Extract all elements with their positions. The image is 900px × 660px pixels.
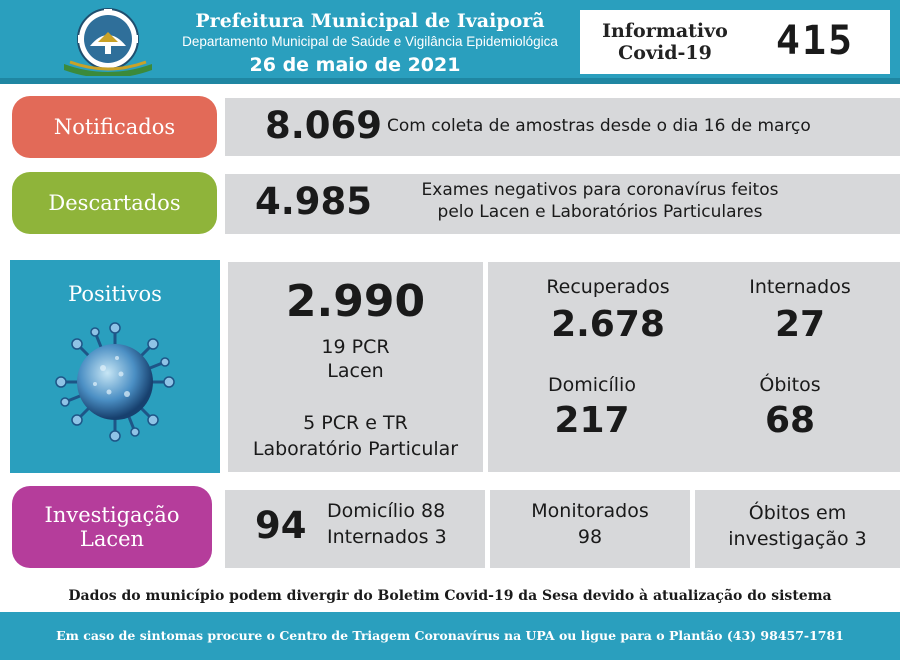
info-box: [580, 10, 890, 74]
notificados-panel: [225, 98, 900, 156]
positivos-stats-panel: [488, 262, 900, 472]
domicilio-label: Domicílio: [548, 374, 636, 396]
positivos-value: 2.990: [285, 276, 426, 327]
investigacao-domicilio: Domicílio 88: [327, 500, 446, 522]
obitos-investigacao-panel: [695, 490, 900, 568]
obitos-investigacao-line2: investigação 3: [728, 528, 867, 550]
disclaimer-text: Dados do município podem divergir do Boletim Covid-19 da Sesa devido à atualização do sistema: [68, 588, 832, 604]
monitorados-label: Monitorados: [531, 500, 649, 522]
monitorados-value: 98: [577, 526, 603, 548]
bulletin-number: 415: [775, 18, 855, 64]
descartados-description-line2: pelo Lacen e Laboratórios Particulares: [437, 202, 763, 222]
investigacao-label: [12, 486, 212, 568]
investigacao-internados: Internados 3: [327, 526, 447, 548]
investigacao-label-line1: Investigação: [44, 503, 180, 527]
positivos-particular-line1: 5 PCR e TR: [303, 412, 408, 434]
internados-label: Internados: [749, 276, 851, 298]
recuperados-value: 2.678: [551, 304, 665, 345]
positivos-panel: [228, 262, 483, 472]
obitos-value: 68: [764, 400, 816, 441]
investigacao-panel: [225, 490, 485, 568]
info-label-line2: Covid-19: [618, 42, 712, 64]
positivos-lacen-line2: Lacen: [327, 360, 384, 382]
coronavirus-icon: [55, 322, 175, 442]
investigacao-label-line2: Lacen: [79, 527, 145, 551]
notificados-description: Com coleta de amostras desde o dia 16 de março: [387, 116, 811, 136]
notificados-value: 8.069: [265, 104, 383, 147]
bulletin-date: 26 de maio de 2021: [249, 54, 461, 76]
positivos-box: [10, 260, 220, 473]
descartados-value: 4.985: [255, 180, 373, 223]
descartados-panel: [225, 174, 900, 234]
descartados-label: Descartados: [12, 172, 217, 234]
internados-value: 27: [774, 304, 826, 345]
positivos-label: Positivos: [68, 282, 162, 306]
obitos-investigacao-line1: Óbitos em: [748, 502, 847, 524]
department-subtitle: Departamento Municipal de Saúde e Vigilância Epidemiológica: [182, 34, 558, 49]
investigacao-value: 94: [255, 504, 307, 547]
positivos-lacen-line1: 19 PCR: [321, 336, 390, 358]
descartados-description-line1: Exames negativos para coronavírus feitos: [421, 180, 779, 200]
recuperados-label: Recuperados: [546, 276, 670, 298]
domicilio-value: 217: [554, 400, 630, 441]
info-label: [580, 20, 750, 64]
header-shade: [0, 78, 900, 84]
footer-text: Em caso de sintomas procure o Centro de Triagem Coronavírus na UPA ou ligue para o Plantão (43) 98457-1781: [56, 628, 844, 643]
notificados-label: Notificados: [12, 96, 217, 158]
info-label-line1: Informativo: [602, 20, 728, 42]
positivos-particular-line2: Laboratório Particular: [252, 438, 459, 460]
city-crest-icon: [60, 6, 156, 76]
monitorados-panel: [490, 490, 690, 568]
city-title: Prefeitura Municipal de Ivaiporã: [195, 10, 545, 32]
footer-bar: [0, 612, 900, 660]
obitos-label: Óbitos: [759, 374, 821, 396]
